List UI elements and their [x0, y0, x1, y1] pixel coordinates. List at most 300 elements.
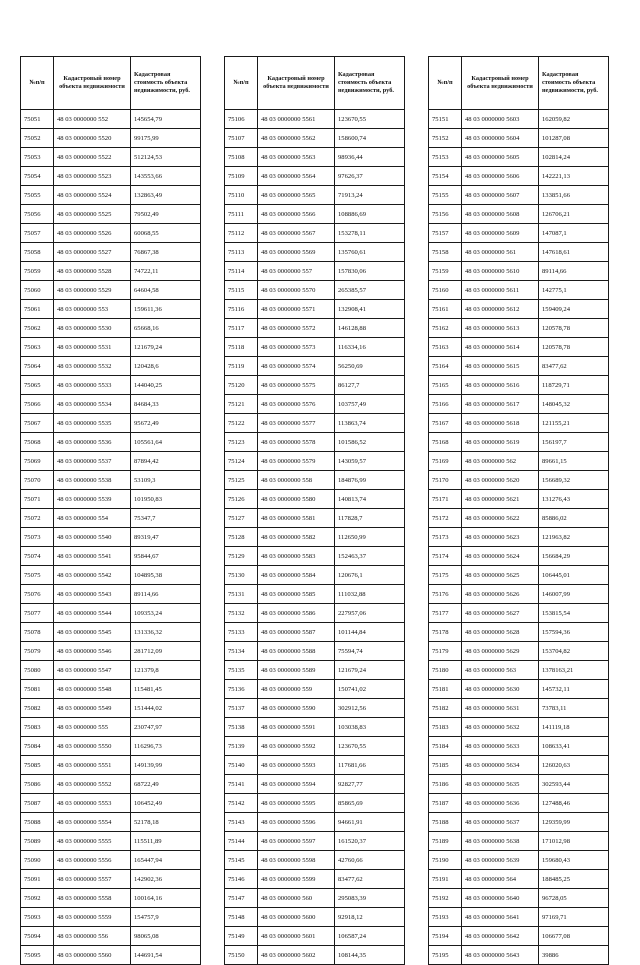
- row-number: 75134: [225, 642, 258, 661]
- cadastral-value: 132863,49: [131, 186, 201, 205]
- row-number: 75156: [429, 205, 462, 224]
- row-number: 75189: [429, 832, 462, 851]
- table-row: [225, 262, 405, 281]
- row-number: 75151: [429, 110, 462, 129]
- table-row: [21, 547, 201, 566]
- header-row: [21, 57, 201, 110]
- table-row: [429, 566, 609, 585]
- table-row: [225, 585, 405, 604]
- table-row: [429, 756, 609, 775]
- table-row: [429, 794, 609, 813]
- table-row: [21, 205, 201, 224]
- cadastral-value: 132908,41: [335, 300, 405, 319]
- table-row: [429, 490, 609, 509]
- cadastral-number: 48 03 0000000 5556: [54, 851, 131, 870]
- cadastral-value: 161520,37: [335, 832, 405, 851]
- table-row: [225, 376, 405, 395]
- table-row: [225, 509, 405, 528]
- row-number: 75075: [21, 566, 54, 585]
- row-number: 75155: [429, 186, 462, 205]
- row-number: 75077: [21, 604, 54, 623]
- cadastral-number: 48 03 0000000 5590: [258, 699, 335, 718]
- row-number: 75114: [225, 262, 258, 281]
- table-row: [21, 395, 201, 414]
- cadastral-number: 48 03 0000000 5584: [258, 566, 335, 585]
- cadastral-number: 48 03 0000000 5637: [462, 813, 539, 832]
- cadastral-number: 48 03 0000000 556: [54, 927, 131, 946]
- cadastral-number: 48 03 0000000 559: [258, 680, 335, 699]
- cadastral-value: 76867,38: [131, 243, 201, 262]
- cadastral-number: 48 03 0000000 5612: [462, 300, 539, 319]
- row-number: 75116: [225, 300, 258, 319]
- row-number: 75167: [429, 414, 462, 433]
- row-number: 75154: [429, 167, 462, 186]
- table-row: [21, 699, 201, 718]
- row-number: 75106: [225, 110, 258, 129]
- cadastral-value: 97626,37: [335, 167, 405, 186]
- row-number: 75072: [21, 509, 54, 528]
- cadastral-number: 48 03 0000000 5615: [462, 357, 539, 376]
- row-number: 75079: [21, 642, 54, 661]
- row-number: 75188: [429, 813, 462, 832]
- table-row: [429, 300, 609, 319]
- cadastral-number: 48 03 0000000 5572: [258, 319, 335, 338]
- cadastral-value: 302593,44: [539, 775, 609, 794]
- table-row: [225, 148, 405, 167]
- cadastral-value: 142902,36: [131, 870, 201, 889]
- table-row: [21, 338, 201, 357]
- row-number: 75117: [225, 319, 258, 338]
- cadastral-value: 103038,83: [335, 718, 405, 737]
- cadastral-value: 121679,24: [335, 661, 405, 680]
- row-number: 75159: [429, 262, 462, 281]
- row-number: 75175: [429, 566, 462, 585]
- cadastral-value: 144040,25: [131, 376, 201, 395]
- cadastral-value: 98065,08: [131, 927, 201, 946]
- cadastral-value: 157830,06: [335, 262, 405, 281]
- cadastral-number: 48 03 0000000 5610: [462, 262, 539, 281]
- cadastral-number: 48 03 0000000 5566: [258, 205, 335, 224]
- cadastral-value: 89661,15: [539, 452, 609, 471]
- table-row: [429, 262, 609, 281]
- table-row: [21, 243, 201, 262]
- cadastral-number: 48 03 0000000 5600: [258, 908, 335, 927]
- row-number: 75161: [429, 300, 462, 319]
- cadastral-value: 117828,7: [335, 509, 405, 528]
- table-row: [225, 452, 405, 471]
- cadastral-value: 105561,64: [131, 433, 201, 452]
- table-row: [225, 927, 405, 946]
- table-row: [429, 148, 609, 167]
- cadastral-number: 48 03 0000000 557: [258, 262, 335, 281]
- cadastral-number: 48 03 0000000 5630: [462, 680, 539, 699]
- table-row: [21, 148, 201, 167]
- table-row: [225, 946, 405, 965]
- row-number: 75058: [21, 243, 54, 262]
- table-row: [21, 680, 201, 699]
- row-number: 75133: [225, 623, 258, 642]
- cadastral-number: 48 03 0000000 5589: [258, 661, 335, 680]
- cadastral-value: 129359,99: [539, 813, 609, 832]
- cadastral-value: 68722,49: [131, 775, 201, 794]
- table-row: [21, 300, 201, 319]
- cadastral-value: 121679,24: [131, 338, 201, 357]
- table-row: [225, 319, 405, 338]
- cadastral-number: 48 03 0000000 563: [462, 661, 539, 680]
- row-number: 75062: [21, 319, 54, 338]
- table-row: [225, 794, 405, 813]
- cadastral-number: 48 03 0000000 5585: [258, 585, 335, 604]
- cadastral-value: 108633,41: [539, 737, 609, 756]
- row-number: 75144: [225, 832, 258, 851]
- row-number: 75174: [429, 547, 462, 566]
- row-number: 75186: [429, 775, 462, 794]
- table-row: [225, 300, 405, 319]
- cadastral-number: 48 03 0000000 5599: [258, 870, 335, 889]
- cadastral-number: 48 03 0000000 5579: [258, 452, 335, 471]
- cadastral-number: 48 03 0000000 5570: [258, 281, 335, 300]
- cadastral-value: 150741,02: [335, 680, 405, 699]
- table-row: [21, 946, 201, 965]
- row-number: 75171: [429, 490, 462, 509]
- table-row: [225, 110, 405, 129]
- cadastral-number: 48 03 0000000 5528: [54, 262, 131, 281]
- table-row: [225, 851, 405, 870]
- cadastral-number: 48 03 0000000 5609: [462, 224, 539, 243]
- cadastral-number: 48 03 0000000 5639: [462, 851, 539, 870]
- row-number: 75066: [21, 395, 54, 414]
- cadastral-number: 48 03 0000000 5529: [54, 281, 131, 300]
- table-row: [21, 528, 201, 547]
- cadastral-value: 145654,79: [131, 110, 201, 129]
- cadastral-number: 48 03 0000000 5618: [462, 414, 539, 433]
- cadastral-number: 48 03 0000000 5636: [462, 794, 539, 813]
- cadastral-number: 48 03 0000000 5604: [462, 129, 539, 148]
- row-number: 75122: [225, 414, 258, 433]
- table-row: [21, 870, 201, 889]
- table-row: [225, 680, 405, 699]
- row-number: 75166: [429, 395, 462, 414]
- cadastral-value: 159611,36: [131, 300, 201, 319]
- cadastral-value: 56250,69: [335, 357, 405, 376]
- cadastral-number: 48 03 0000000 5587: [258, 623, 335, 642]
- row-number: 75148: [225, 908, 258, 927]
- cadastral-value: 146128,88: [335, 319, 405, 338]
- header-cadastral-number: Кадастровый номер объекта недвижимости: [462, 57, 539, 110]
- row-number: 75071: [21, 490, 54, 509]
- cadastral-number: 48 03 0000000 5622: [462, 509, 539, 528]
- row-number: 75162: [429, 319, 462, 338]
- row-number: 75124: [225, 452, 258, 471]
- cadastral-number: 48 03 0000000 555: [54, 718, 131, 737]
- cadastral-number: 48 03 0000000 5623: [462, 528, 539, 547]
- cadastral-number: 48 03 0000000 5627: [462, 604, 539, 623]
- cadastral-value: 108144,35: [335, 946, 405, 965]
- row-number: 75164: [429, 357, 462, 376]
- cadastral-number: 48 03 0000000 5631: [462, 699, 539, 718]
- table-row: [225, 490, 405, 509]
- table-row: [21, 262, 201, 281]
- row-number: 75130: [225, 566, 258, 585]
- row-number: 75115: [225, 281, 258, 300]
- table-row: [21, 433, 201, 452]
- cadastral-number: 48 03 0000000 5533: [54, 376, 131, 395]
- row-number: 75157: [429, 224, 462, 243]
- header-number: №п/п: [21, 57, 54, 110]
- table-row: [429, 110, 609, 129]
- cadastral-value: 116296,73: [131, 737, 201, 756]
- cadastral-number: 48 03 0000000 5522: [54, 148, 131, 167]
- cadastral-number: 48 03 0000000 562: [462, 452, 539, 471]
- cadastral-number: 48 03 0000000 5560: [54, 946, 131, 965]
- row-number: 75193: [429, 908, 462, 927]
- table-row: [21, 851, 201, 870]
- table-row: [429, 851, 609, 870]
- row-number: 75137: [225, 699, 258, 718]
- table-row: [429, 585, 609, 604]
- cadastral-number: 48 03 0000000 5541: [54, 547, 131, 566]
- table-row: [225, 281, 405, 300]
- row-number: 75095: [21, 946, 54, 965]
- cadastral-value: 146007,99: [539, 585, 609, 604]
- cadastral-number: 48 03 0000000 5550: [54, 737, 131, 756]
- cadastral-number: 48 03 0000000 5593: [258, 756, 335, 775]
- table-row: [429, 642, 609, 661]
- cadastral-number: 48 03 0000000 5565: [258, 186, 335, 205]
- table-row: [429, 832, 609, 851]
- table-row: [21, 509, 201, 528]
- row-number: 75129: [225, 547, 258, 566]
- cadastral-number: 48 03 0000000 5588: [258, 642, 335, 661]
- table-row: [429, 661, 609, 680]
- cadastral-value: 142775,1: [539, 281, 609, 300]
- cadastral-value: 97169,71: [539, 908, 609, 927]
- row-number: 75173: [429, 528, 462, 547]
- cadastral-number: 48 03 0000000 5546: [54, 642, 131, 661]
- cadastral-value: 89114,66: [131, 585, 201, 604]
- cadastral-number: 48 03 0000000 5613: [462, 319, 539, 338]
- cadastral-value: 117681,66: [335, 756, 405, 775]
- table-row: [225, 338, 405, 357]
- row-number: 75127: [225, 509, 258, 528]
- cadastral-value: 100164,16: [131, 889, 201, 908]
- table-row: [429, 224, 609, 243]
- row-number: 75108: [225, 148, 258, 167]
- table-row: [225, 395, 405, 414]
- table-row: [429, 775, 609, 794]
- table-row: [21, 813, 201, 832]
- table-row: [429, 167, 609, 186]
- cadastral-number: 48 03 0000000 5573: [258, 338, 335, 357]
- cadastral-value: 143553,66: [131, 167, 201, 186]
- cadastral-value: 142221,13: [539, 167, 609, 186]
- cadastral-number: 48 03 0000000 5619: [462, 433, 539, 452]
- cadastral-value: 151444,02: [131, 699, 201, 718]
- cadastral-value: 143059,57: [335, 452, 405, 471]
- table-row: [225, 832, 405, 851]
- table-row: [21, 376, 201, 395]
- row-number: 75054: [21, 167, 54, 186]
- cadastral-number: 48 03 0000000 561: [462, 243, 539, 262]
- cadastral-value: 101586,52: [335, 433, 405, 452]
- cadastral-value: 92827,77: [335, 775, 405, 794]
- cadastral-number: 48 03 0000000 5562: [258, 129, 335, 148]
- cadastral-number: 48 03 0000000 5540: [54, 528, 131, 547]
- table-row: [429, 338, 609, 357]
- cadastral-number: 48 03 0000000 5633: [462, 737, 539, 756]
- table-row: [21, 167, 201, 186]
- table-row: [225, 224, 405, 243]
- row-number: 75107: [225, 129, 258, 148]
- cadastral-value: 133851,66: [539, 186, 609, 205]
- row-number: 75076: [21, 585, 54, 604]
- table-row: [21, 471, 201, 490]
- header-cadastral-number: Кадастровый номер объекта недвижимости: [258, 57, 335, 110]
- cadastral-value: 106587,24: [335, 927, 405, 946]
- table-row: [429, 547, 609, 566]
- header-cadastral-value: Кадастровая стоимость объекта недвижимости, руб.: [335, 57, 405, 110]
- cadastral-number: 48 03 0000000 5535: [54, 414, 131, 433]
- cadastral-value: 145732,11: [539, 680, 609, 699]
- table-row: [21, 642, 201, 661]
- row-number: 75160: [429, 281, 462, 300]
- cadastral-value: 73783,11: [539, 699, 609, 718]
- cadastral-number: 48 03 0000000 5577: [258, 414, 335, 433]
- cadastral-value: 123670,55: [335, 737, 405, 756]
- cadastral-number: 48 03 0000000 5524: [54, 186, 131, 205]
- cadastral-value: 111032,88: [335, 585, 405, 604]
- row-number: 75084: [21, 737, 54, 756]
- cadastral-number: 48 03 0000000 5642: [462, 927, 539, 946]
- table-row: [429, 357, 609, 376]
- cadastral-value: 188485,25: [539, 870, 609, 889]
- table-row: [21, 129, 201, 148]
- row-number: 75131: [225, 585, 258, 604]
- row-number: 75083: [21, 718, 54, 737]
- cadastral-value: 112650,99: [335, 528, 405, 547]
- row-number: 75093: [21, 908, 54, 927]
- row-number: 75074: [21, 547, 54, 566]
- cadastral-number: 48 03 0000000 5575: [258, 376, 335, 395]
- row-number: 75109: [225, 167, 258, 186]
- cadastral-number: 48 03 0000000 5532: [54, 357, 131, 376]
- cadastral-value: 116334,16: [335, 338, 405, 357]
- cadastral-value: 153278,11: [335, 224, 405, 243]
- table-row: [21, 718, 201, 737]
- cadastral-number: 48 03 0000000 5628: [462, 623, 539, 642]
- cadastral-value: 79502,49: [131, 205, 201, 224]
- table-row: [21, 585, 201, 604]
- cadastral-number: 48 03 0000000 5598: [258, 851, 335, 870]
- row-number: 75136: [225, 680, 258, 699]
- table-row: [429, 452, 609, 471]
- table-row: [21, 775, 201, 794]
- cadastral-value: 106445,01: [539, 566, 609, 585]
- cadastral-number: 48 03 0000000 5641: [462, 908, 539, 927]
- cadastral-value: 39886: [539, 946, 609, 965]
- cadastral-number: 48 03 0000000 5629: [462, 642, 539, 661]
- cadastral-value: 149139,99: [131, 756, 201, 775]
- row-number: 75059: [21, 262, 54, 281]
- cadastral-number: 48 03 0000000 5616: [462, 376, 539, 395]
- table-row: [21, 566, 201, 585]
- cadastral-value: 159409,24: [539, 300, 609, 319]
- cadastral-number: 48 03 0000000 5606: [462, 167, 539, 186]
- cadastral-value: 135760,61: [335, 243, 405, 262]
- cadastral-value: 118729,71: [539, 376, 609, 395]
- cadastral-value: 127488,46: [539, 794, 609, 813]
- row-number: 75140: [225, 756, 258, 775]
- row-number: 75182: [429, 699, 462, 718]
- cadastral-value: 96728,05: [539, 889, 609, 908]
- cadastral-number: 48 03 0000000 5552: [54, 775, 131, 794]
- cadastral-number: 48 03 0000000 5602: [258, 946, 335, 965]
- table-row: [429, 414, 609, 433]
- row-number: 75139: [225, 737, 258, 756]
- row-number: 75094: [21, 927, 54, 946]
- row-number: 75082: [21, 699, 54, 718]
- cadastral-value: 71913,24: [335, 186, 405, 205]
- row-number: 75195: [429, 946, 462, 965]
- table-row: [225, 129, 405, 148]
- cadastral-number: 48 03 0000000 5571: [258, 300, 335, 319]
- row-number: 75132: [225, 604, 258, 623]
- row-number: 75184: [429, 737, 462, 756]
- row-number: 75068: [21, 433, 54, 452]
- table-row: [21, 490, 201, 509]
- cadastral-number: 48 03 0000000 5557: [54, 870, 131, 889]
- cadastral-number: 48 03 0000000 5554: [54, 813, 131, 832]
- cadastral-value: 126706,21: [539, 205, 609, 224]
- cadastral-value: 140813,74: [335, 490, 405, 509]
- cadastral-value: 108886,69: [335, 205, 405, 224]
- row-number: 75191: [429, 870, 462, 889]
- cadastral-value: 184876,99: [335, 471, 405, 490]
- cadastral-value: 121155,21: [539, 414, 609, 433]
- table-row: [429, 528, 609, 547]
- table-row: [429, 908, 609, 927]
- table-row: [225, 243, 405, 262]
- cadastral-number: 48 03 0000000 5592: [258, 737, 335, 756]
- table-row: [429, 680, 609, 699]
- row-number: 75146: [225, 870, 258, 889]
- table-row: [429, 718, 609, 737]
- table-row: [225, 528, 405, 547]
- row-number: 75123: [225, 433, 258, 452]
- cadastral-number: 48 03 0000000 5586: [258, 604, 335, 623]
- cadastral-value: 153815,54: [539, 604, 609, 623]
- row-number: 75080: [21, 661, 54, 680]
- row-number: 75078: [21, 623, 54, 642]
- cadastral-value: 131336,32: [131, 623, 201, 642]
- table-row: [21, 661, 201, 680]
- row-number: 75145: [225, 851, 258, 870]
- row-number: 75168: [429, 433, 462, 452]
- table-row: [21, 908, 201, 927]
- cadastral-number: 48 03 0000000 5569: [258, 243, 335, 262]
- row-number: 75138: [225, 718, 258, 737]
- cadastral-value: 159680,43: [539, 851, 609, 870]
- cadastral-number: 48 03 0000000 5625: [462, 566, 539, 585]
- table-row: [429, 395, 609, 414]
- cadastral-value: 103757,49: [335, 395, 405, 414]
- cadastral-value: 120428,6: [131, 357, 201, 376]
- header-number: №п/п: [225, 57, 258, 110]
- cadastral-number: 48 03 0000000 5542: [54, 566, 131, 585]
- cadastral-value: 120578,78: [539, 319, 609, 338]
- cadastral-value: 156689,32: [539, 471, 609, 490]
- row-number: 75113: [225, 243, 258, 262]
